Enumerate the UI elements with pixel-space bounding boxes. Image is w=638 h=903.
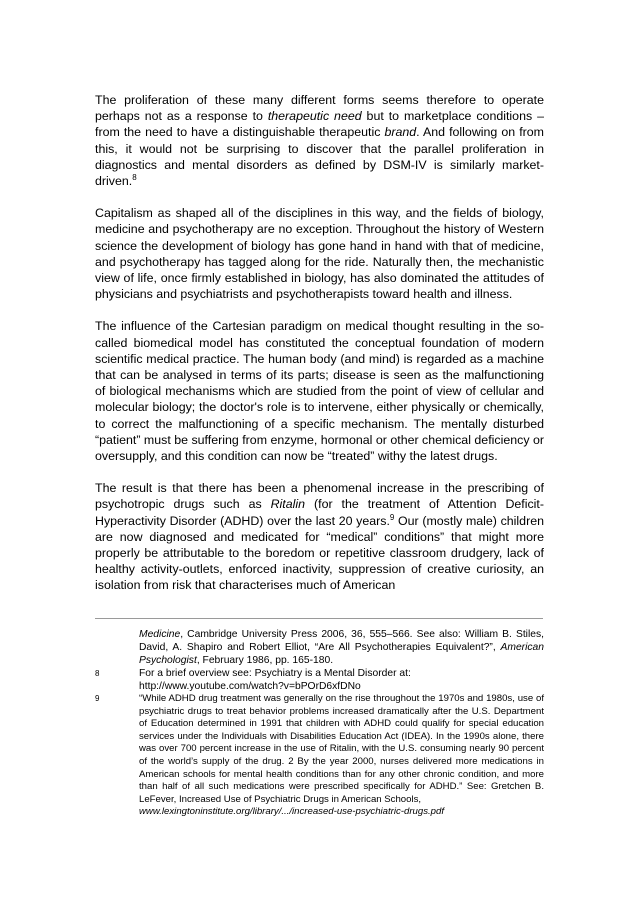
footnote-cont-journal: Medicine [139,629,181,640]
footnote-8-number: 8 [95,669,100,678]
paragraph-1 [95,92,544,189]
footnote-9-link[interactable]: www.lexingtoninstitute.org/library/.../increased-use-psychiatric-drugs.pdf [139,806,444,818]
footnotes [95,628,544,819]
footnote-cont-journal-2: American Psychologist [139,642,544,666]
footnote-8-link[interactable]: http://www.youtube.com/watch?v=bPOrD6xfDNo [139,681,361,692]
paragraph-1-emphasis-therapeutic-need: therapeutic need [267,109,362,124]
paragraph-1-text-b: but to marketplace conditions – from the need to have a distinguishable therapeutic [95,109,544,140]
footnote-9 [95,693,544,819]
paragraph-1-emphasis-brand: brand [384,125,417,140]
footnote-separator [95,618,543,619]
footnote-8-text: For a brief overview see: Psychiatry is a Mental Disorder at: [139,668,411,679]
footnote-9-number: 9 [95,694,100,703]
paragraph-3: The influence of the Cartesian paradigm on medical thought resulting in the so-called biomedical model has constituted the conceptual foundation of modern scientific medical practice. The human body (and mind) is regarded as a machine that can be analysed in terms of its parts; disease is seen as the malfunctioning of biological mechanisms which are studied from the point of view of cellular and molecular biology; the doctor's role is to intervene, either physically or chemically, to correct the malfunctioning of a specific mechanism. The mentally disturbed “patient” must be suffering from enzyme, hormonal or other chemical deficiency or oversupply, and this condition can now be “treated” withy the latest drugs. [95,319,544,464]
paragraph-4-text-a: The result is that there has been a phenomenal increase in the prescribing of psychotropic drugs such as [95,481,544,512]
footnote-continuation [95,628,544,667]
paragraph-4-text-c: Our (mostly male) children are now diagnosed and medicated for “medical” conditions” that might more properly be attributable to the boredom or repetitive classroom drudgery, lack of healthy activity-outlets, enforced inactivity, suppression of creative curiosity, an isolation from risk that characterises much of American [95,513,544,593]
footnote-cont-text-a: , Cambridge University Press 2006, 36, 555–566. See also: William B. Stiles, David, A. Shapiro and Robert Elliot, “Are All Psychotherapies Equivalent?”, [139,629,544,653]
footnote-8 [95,667,544,693]
main-body [95,92,544,610]
footnote-cont-text-b: , February 1986, pp. 165-180. [196,655,334,666]
footnote-9-text: “While ADHD drug treatment was generally on the rise throughout the 1970s and 1980s, use of psychiatric drugs to treat behavior problems increased dramatically after the U.S. Department of Education determined in 1991 that children with ADHD could qualify for special education services under the Individuals with Disabilities Education Act (IDEA). In the 1990s alone, there was over 700 percent increase in the use of Ritalin, with the U.S. consuming nearly 90 percent of the world’s supply of the drug. 2 By the year 2000, nurses delivered more medications in American schools for mental health conditions than for any other chronic condition, and more than half of all such medications were prescribed specifically for ADHD.” See: Gretchen B. LeFever, Increased Use of Psychiatric Drugs in American Schools, [139,693,544,805]
paragraph-1-text-a: The proliferation of these many different forms seems therefore to operate perhaps not as a response to [95,93,544,124]
footnote-ref-9[interactable]: 9 [389,512,395,522]
paragraph-4 [95,480,544,593]
paragraph-4-text-b: (for the treatment of Attention Deficit-Hyperactivity Disorder (ADHD) over the last 20 years. [95,497,544,528]
paragraph-4-emphasis-ritalin: Ritalin [270,497,306,512]
paragraph-1-text-c: . And following on from this, it would not be surprising to discover that the parallel proliferation in diagnostics and mental disorders as defined by DSM-IV is similarly market-driven. [95,125,544,189]
footnote-ref-8[interactable]: 8 [132,172,137,182]
paragraph-2: Capitalism as shaped all of the disciplines in this way, and the fields of biology, medicine and psychotherapy are no exception. Throughout the history of Western science the development of biology has gone hand in hand with that of medicine, and psychotherapy has tagged along for the ride. Naturally then, the mechanistic view of life, once firmly established in biology, has also dominated the attitudes of physicians and psychiatrists and psychotherapists toward health and illness. [95,206,544,302]
